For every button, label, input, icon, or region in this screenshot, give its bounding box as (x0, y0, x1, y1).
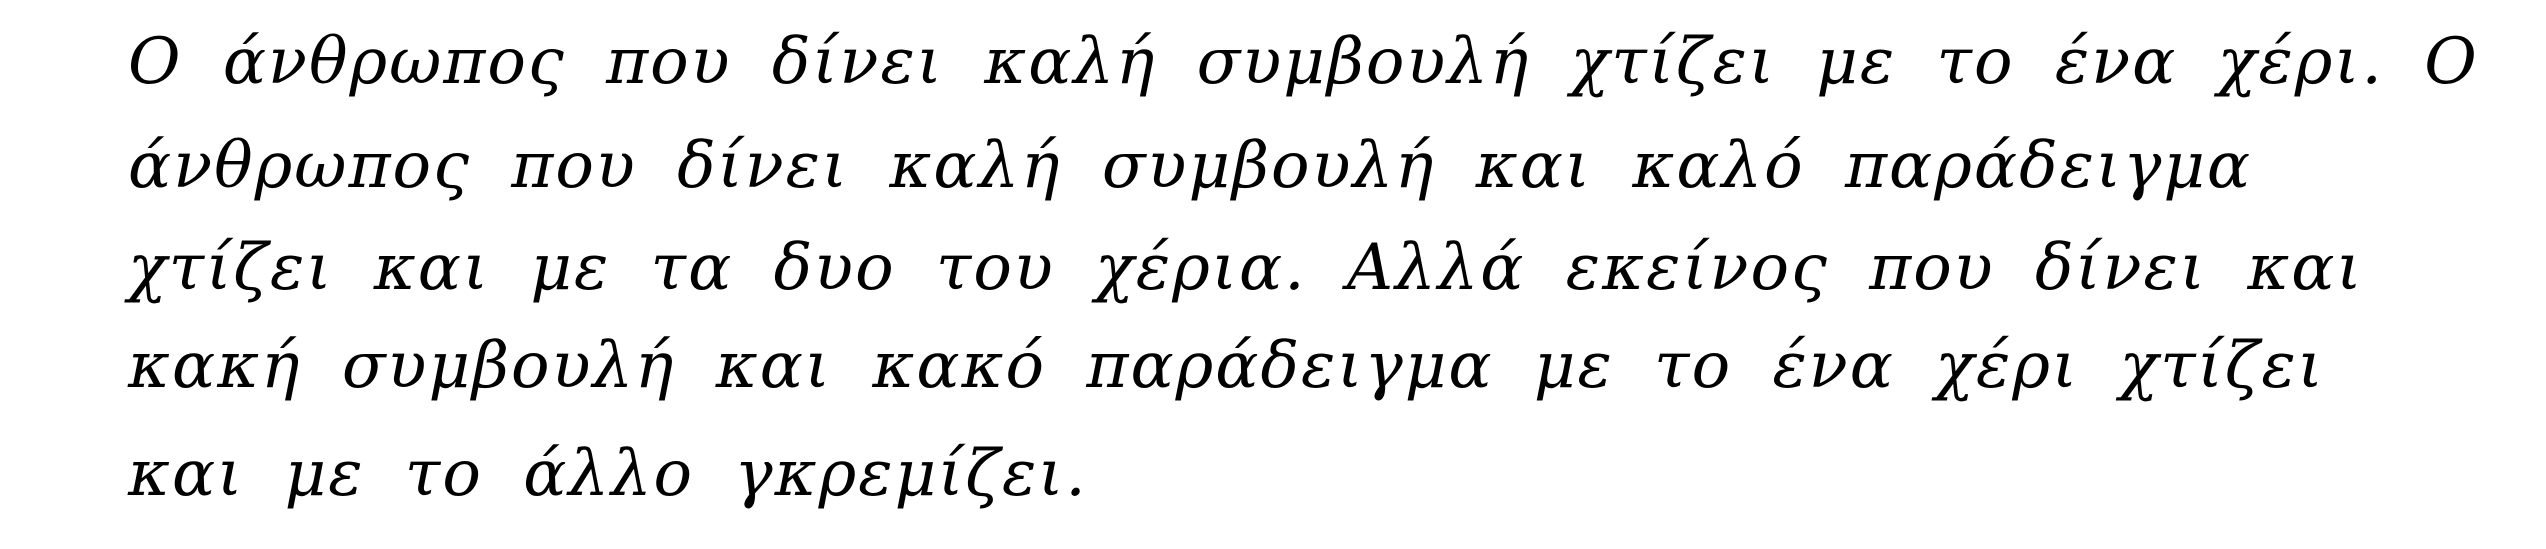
handwritten-line-5: και με το άλλο γκρεμίζει. (128, 437, 1088, 511)
handwritten-line-2: άνθρωπος που δίνει καλή συμβουλή και καλό παράδειγμα (128, 129, 2253, 203)
handwritten-line-4: κακή συμβουλή και κακό παράδειγμα με το ένα χέρι χτίζει (128, 329, 2325, 403)
handwritten-line-1: O άνθρωπος που δίνει καλή συμβουλή χτίζει με το ένα χέρι. O (128, 25, 2479, 99)
handwritten-line-3: χτίζει και με τα δυο του χέρια. Αλλά εκείνος που δίνει και (128, 231, 2364, 305)
